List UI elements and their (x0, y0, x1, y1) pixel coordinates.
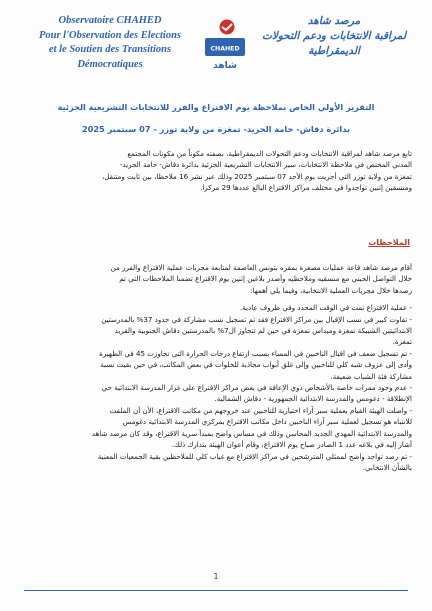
report-titles (20, 100, 412, 136)
bullet-line: - عملية الاقتراع تمت في الوقت المحدد وفي ظروف عادية. (240, 303, 412, 313)
bullet-line: الابتدائيتين الشبيكة تمغزة وميداس تمغزة في حين لم تتجاوز ال7% بالمدرستين دقاش الجنوبية والفريد (114, 326, 412, 336)
org-ar-line: مرصد شاهد (307, 15, 361, 27)
text-line: تابع مرصد شاهد لمراقبة الانتخابات ودعم التحولات الديمقراطية، بصفته مكوناً من مكونات المجتمع (127, 149, 412, 158)
bullet-line: - تفاوت كبير في نسب الإقبال بين مراكز الاقتراع فقد تم تسجيل نسب مشاركة في حدود 37% بالمدرستين (101, 314, 412, 324)
text-line: أقام مرصد شاهد قاعة عمليات مصغرة بمقره بتونس العاصمة لمتابعة مجريات عملية الاقتراع والفرز من (110, 263, 412, 272)
bullet-line: الإنطلاقة - دغومس والمدرسة الابتدائية الجمهورية - دقاش الشمالية. (214, 394, 412, 404)
text-line: رصدها خلال مجريات العملية الانتخابية، وفيما يلي أهمها: (250, 285, 412, 295)
bullet-line: والمدرسة الابتدائية المهدي الجديد المحاسن وذلك في مساس واضح بمبدأ سرية الاقتراع، وقد كان مرصد شاهد (91, 428, 412, 438)
bullet-line: - واصلت الهيئة القيام بعملية سبر آراء اختيارية للناخبين عند خروجهم من مكاتب الاقتراع، الأن أن الملفت (109, 405, 412, 415)
org-fr-line: et le Soutien des Transitions (48, 44, 172, 55)
bullet-line: - تم رصد تواجد واضح لممثلي المترشحين في مراكز الاقتراع مع غياب كلي للملاحظين بقية الجمعيات المعنية (97, 451, 412, 461)
org-ar-line: الديمقراطية (308, 45, 360, 57)
logo-latin-text: CHAHED (210, 45, 240, 53)
page-number: 1 (213, 572, 219, 581)
text-line: تمغزة من ولاية توزر التي أجريت يوم الأحد 07 سبتمبر 2025 وذلك عبر نشر 16 ملاحظا، بين ثابت ومتنقل، (102, 171, 412, 181)
footer-divider (24, 590, 408, 591)
report-subtitle: بدائرة دقاش- حامة الجريد- تمغزة من ولاية توزر - 07 سبتمبر 2025 (81, 124, 351, 134)
bullet-line: للانتباه هو تسجيل لعملية سبر آراء الناخبين داخل مكاتب الاقتراع بمركزي المدرسة الابتدائية دغومس (122, 417, 412, 427)
org-fr-line: Pour l'Observation des Elections (38, 29, 182, 41)
report-title: التقرير الأولي الخاص بملاحظة يوم الاقتراع والفرز للانتخابات التشريعية الجزئية (57, 102, 375, 112)
intro-paragraph (28, 148, 412, 194)
bullet-line: وأدى إلى عزوف شبه كلي للناخبين وإلى غلق أبواب محاذية للخلوات في بعض المكاتب، في حين بقيت نسبة (100, 360, 412, 370)
text-line: ومنسقين إثنين تواجدوا في مختلف مراكز الاقتراع البالغ عددها 29 مركزا. (200, 183, 412, 193)
bullet-line: - عدم وجود ممرات خاصة بالأشخاص ذوي الإعاقة في بعض مراكز الاقتراع على غرار المدرسة الابتدائية حي (101, 383, 412, 393)
organization-name-french (24, 14, 196, 72)
org-ar-line: لمراقبة الانتخابات ودعم التحولات (261, 30, 407, 42)
org-fr-line: Démocratiques (77, 58, 143, 70)
remarks-section (28, 262, 412, 473)
logo-arabic-text: شاهد (213, 61, 237, 71)
chahed-logo (202, 16, 248, 76)
bullet-line: بالشأن الانتخابي. (362, 462, 412, 472)
text-line: خلال التواصل الحيني مع منسقيه وملاحظيه وأصدر بلاغين إثنين يوم الاقتراع تضمنا الملاحظات التي تم (119, 274, 412, 284)
bullet-line: تمغزة. (392, 337, 412, 347)
bullet-line: - تم تسجيل ضعف في اقبال الناخبين في المساء بسبب ارتفاع درجات الحرارة التي تجاوزت 45 في الظهيرة (99, 348, 412, 358)
logo-red-circle (220, 20, 235, 35)
bullet-line: أشار إليه في بلاغه عدد 1 الصادر صباح يوم الاقتراع، وقام أعوان الهيئة بتدارك ذلك. (171, 440, 412, 450)
text-line: المدني المختص في ملاحظة الانتخابات، سير الانتخابات التشريعية الجزئية بدائرة دقاش- حامة الجريد- (119, 160, 412, 170)
section-heading-remarks: الملاحظات (368, 238, 410, 247)
organization-name-arabic (250, 14, 418, 59)
bullet-line: مشاركة فئة الشباب ضعيفة. (330, 371, 412, 381)
org-fr-line: Observatoire CHAHED (58, 15, 162, 26)
